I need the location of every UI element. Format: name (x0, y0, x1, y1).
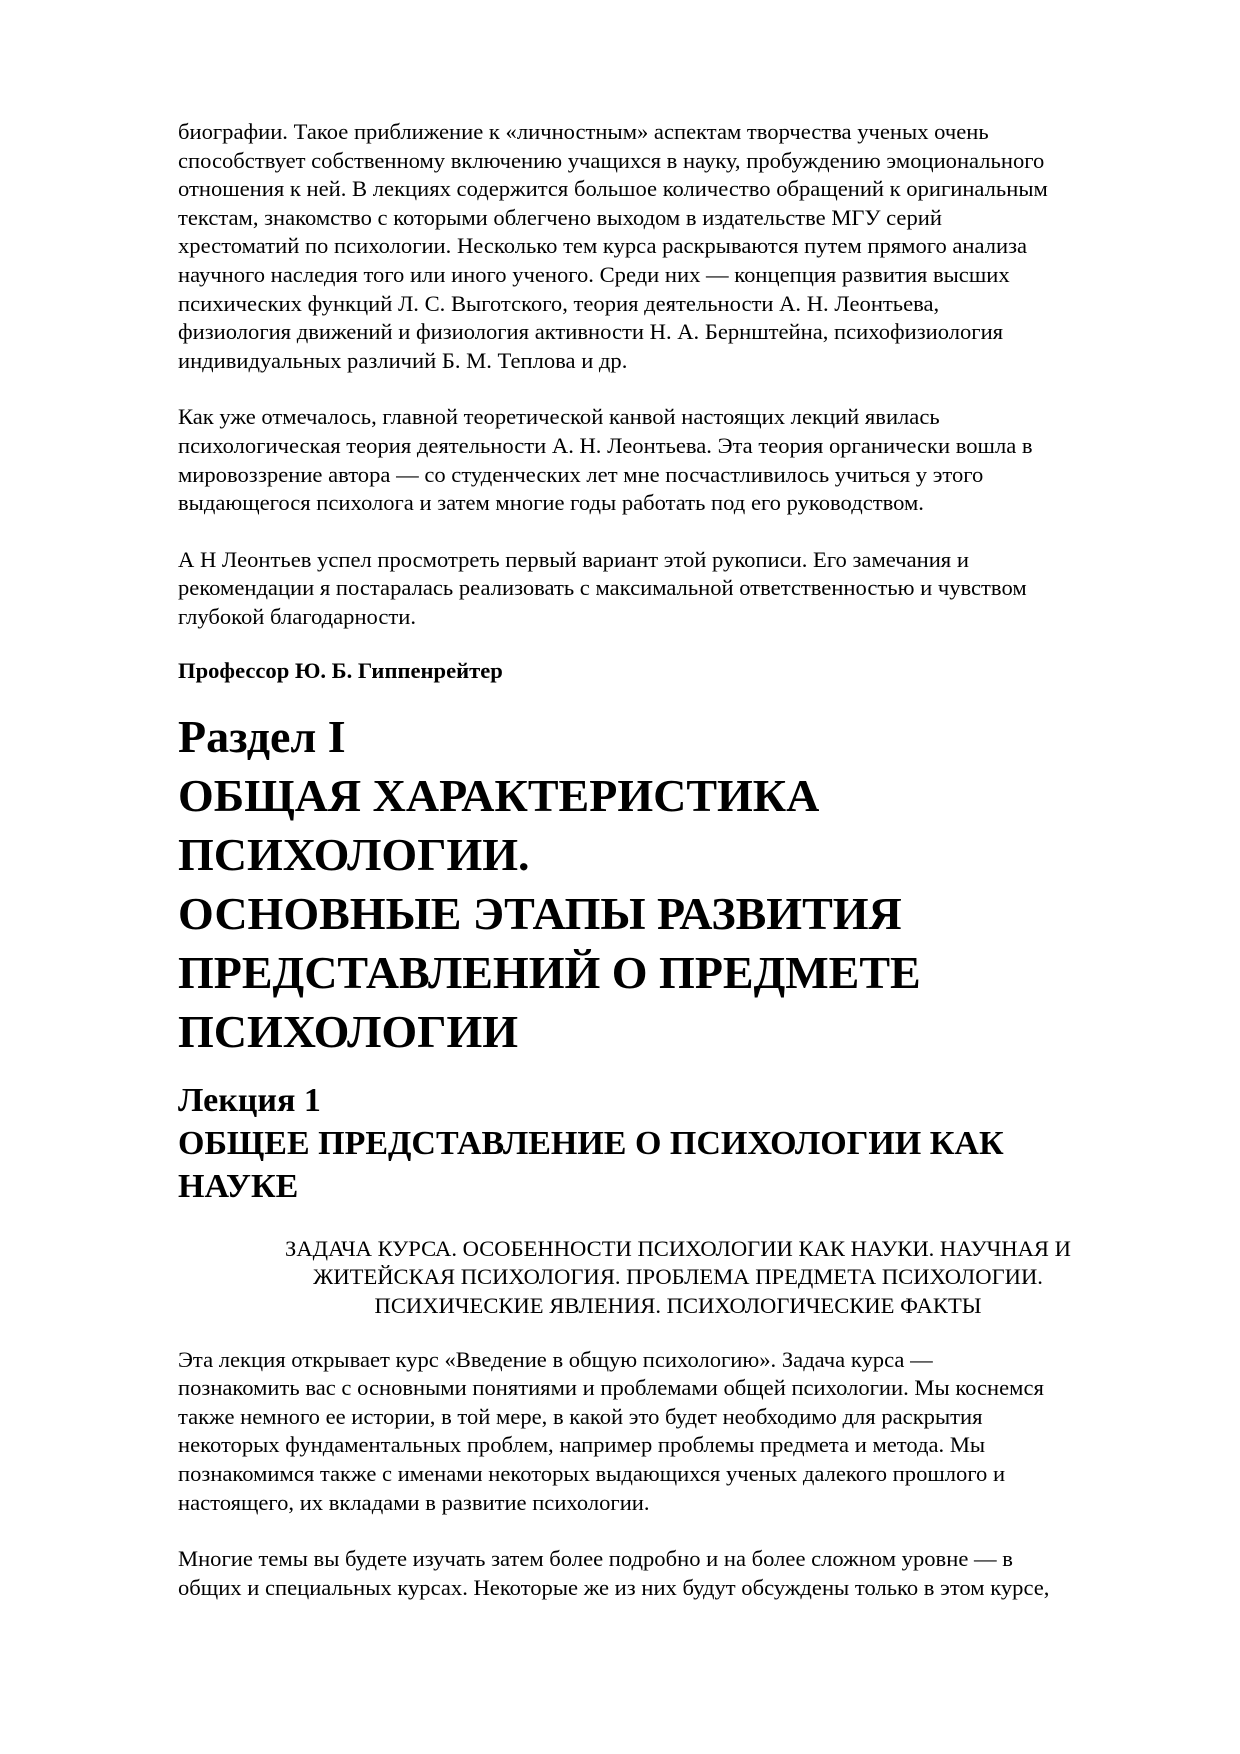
text-line: познакомить вас с основными понятиями и проблемами общей психологии. Мы коснемся (178, 1375, 1044, 1401)
text-line: некоторых фундаментальных проблем, например проблемы предмета и метода. Мы (178, 1432, 986, 1458)
paragraph-leontiev-review (178, 546, 1178, 632)
text-line: Эта лекция открывает курс «Введение в общую психологию». Задача курса — (178, 1346, 933, 1372)
text-line: настоящего, их вкладами в развитие психологии. (178, 1489, 650, 1515)
text-line: психологическая теория деятельности А. Н. Леонтьева. Эта теория органически вошла в (178, 432, 1033, 458)
section-spacer (178, 1061, 1178, 1079)
paragraph-activity-theory (178, 403, 1178, 517)
lecture-heading-line: ОБЩЕЕ ПРЕДСТАВЛЕНИЕ О ПСИХОЛОГИИ КАК (178, 1125, 1004, 1163)
lecture-heading-line: НАУКЕ (178, 1168, 299, 1206)
paragraph-topics-depth (178, 1545, 1178, 1602)
text-line: рекомендации я постаралась реализовать с максимальной ответственностью и чувством (178, 575, 1027, 601)
lecture-heading-line: Лекция 1 (178, 1082, 321, 1120)
section-heading-line: Раздел I (178, 711, 346, 763)
paragraph-biographies (178, 118, 1178, 375)
section-heading-line: ПСИХОЛОГИИ. (178, 829, 530, 881)
section-spacer (178, 1208, 1178, 1235)
section-heading-line: ОБЩАЯ ХАРАКТЕРИСТИКА (178, 770, 820, 822)
text-line: глубокой благодарности. (178, 603, 417, 629)
document-page (178, 118, 1178, 1602)
text-line: также немного ее истории, в той мере, в какой это будет необходимо для раскрытия (178, 1403, 983, 1429)
paragraph-spacer (178, 1517, 1178, 1545)
paragraph-spacer (178, 518, 1178, 546)
paragraph-spacer (178, 1320, 1178, 1346)
lecture-topics (178, 1235, 1178, 1320)
text-line: выдающегося психолога и затем многие годы работать под его руководством. (178, 490, 924, 516)
section-heading-line: ПРЕДСТАВЛЕНИЙ О ПРЕДМЕТЕ (178, 947, 921, 999)
text-line: способствует собственному включению учащихся в науку, пробуждению эмоционального (178, 147, 1045, 173)
text-line: отношения к ней. В лекциях содержится большое количество обращений к оригинальным (178, 176, 1048, 202)
section-heading (178, 707, 1178, 1061)
section-heading-line: ПСИХОЛОГИИ (178, 1006, 519, 1058)
section-spacer (178, 685, 1178, 707)
text-line: психических функций Л. С. Выготского, теория деятельности А. Н. Леонтьева, (178, 290, 940, 316)
text-line: Многие темы вы будете изучать затем более подробно и на более сложном уровне — в (178, 1546, 1013, 1572)
paragraph-course-intro (178, 1346, 1178, 1518)
lecture-heading (178, 1079, 1178, 1208)
topics-line: ЗАДАЧА КУРСА. ОСОБЕННОСТИ ПСИХОЛОГИИ КАК НАУКИ. НАУЧНАЯ И (285, 1236, 1071, 1262)
text-line: биографии. Такое приближение к «личностным» аспектам творчества ученых очень (178, 119, 989, 144)
text-line: индивидуальных различий Б. М. Теплова и др. (178, 347, 628, 373)
text-line: хрестоматий по психологии. Несколько тем курса раскрываются путем прямого анализа (178, 233, 1028, 259)
text-line: научного наследия того или иного ученого. Среди них — концепция развития высших (178, 261, 1010, 287)
text-line: общих и специальных курсах. Некоторые же из них будут обсуждены только в этом курсе, (178, 1574, 1050, 1600)
author-signature: Профессор Ю. Б. Гиппенрейтер (178, 657, 503, 683)
section-heading-line: ОСНОВНЫЕ ЭТАПЫ РАЗВИТИЯ (178, 888, 902, 940)
text-line: текстам, знакомство с которыми облегчено выходом в издательстве МГУ серий (178, 204, 942, 230)
text-line: мировоззрение автора — со студенческих лет мне посчастливилось учиться у этого (178, 461, 984, 487)
text-line: физиология движений и физиология активности Н. А. Бернштейна, психофизиология (178, 319, 1004, 345)
topics-line: ПСИХИЧЕСКИЕ ЯВЛЕНИЯ. ПСИХОЛОГИЧЕСКИЕ ФАКТЫ (374, 1292, 982, 1318)
paragraph-spacer (178, 632, 1178, 657)
text-line: познакомимся также с именами некоторых выдающихся ученых далекого прошлого и (178, 1461, 1006, 1487)
paragraph-spacer (178, 375, 1178, 403)
text-line: А Н Леонтьев успел просмотреть первый вариант этой рукописи. Его замечания и (178, 546, 969, 572)
topics-line: ЖИТЕЙСКАЯ ПСИХОЛОГИЯ. ПРОБЛЕМА ПРЕДМЕТА ПСИХОЛОГИИ. (313, 1264, 1043, 1290)
text-line: Как уже отмечалось, главной теоретической канвой настоящих лекций явилась (178, 404, 940, 430)
